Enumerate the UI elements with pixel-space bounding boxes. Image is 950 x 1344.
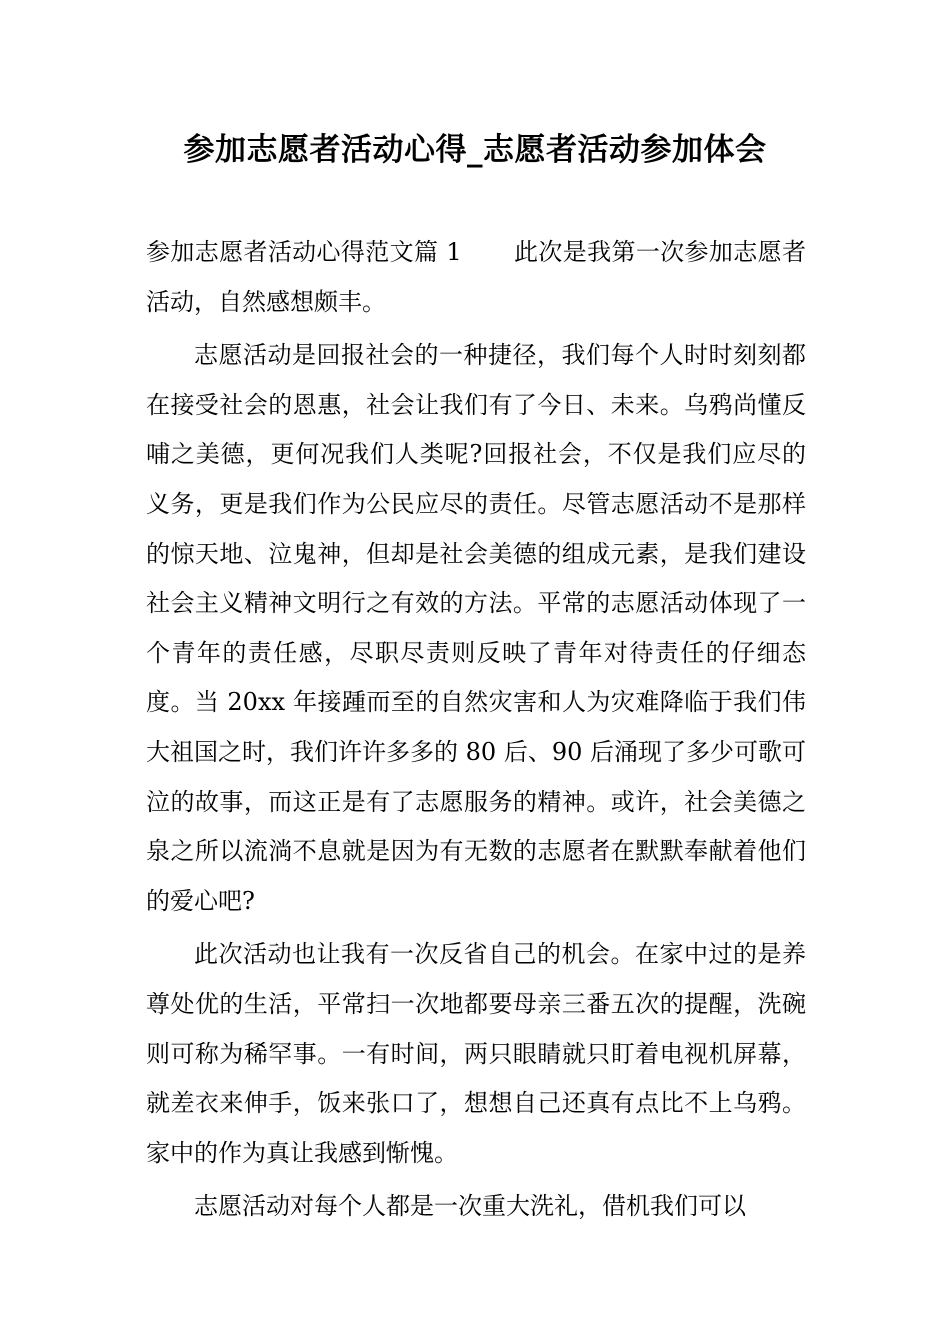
paragraph: 此次活动也让我有一次反省自己的机会。在家中过的是养尊处优的生活，平常扫一次地都要母亲三番五次的提醒，洗碗则可称为稀罕事。一有时间，两只眼睛就只盯着电视机屏幕，就差衣来伸手，饭来张口了，想想自己还真有点比不上乌鸦。家中的作为真让我感到惭愧。	[146, 940, 806, 1167]
paragraph: 志愿活动是回报社会的一种捷径，我们每个人时时刻刻都在接受社会的恩惠，社会让我们有了今日、未来。乌鸦尚懂反哺之美德，更何况我们人类呢?回报社会，不仅是我们应尽的义务，更是我们作为公民应尽的责任。尽管志愿活动不是那样的惊天地、泣鬼神，但却是社会美德的组成元素，是我们建设社会主义精神文明行之有效的方法。平常的志愿活动体现了一个青年的责任感，尽职尽责则反映了青年对待责任的仔细态度。当 20xx 年接踵而至的自然灾害和人为灾难降临于我们伟大祖国之时，我们许许多多的 80 后、90 后涌现了多少可歌可泣的故事，而这正是有了志愿服务的精神。或许，社会美德之泉之所以流淌不息就是因为有无数的志愿者在默默奉献着他们的爱心吧?	[146, 341, 806, 915]
paragraph-intro	[146, 228, 806, 327]
document-body	[146, 228, 806, 1236]
paragraph-text: 此次是我第一次参加志愿者活动，自然感想颇丰。	[146, 238, 807, 316]
section-subheading: 参加志愿者活动心得范文篇 1	[146, 238, 462, 266]
document-title: 参加志愿者活动心得_志愿者活动参加体会	[183, 132, 767, 168]
paragraph: 志愿活动对每个人都是一次重大洗礼，借机我们可以	[194, 1192, 746, 1221]
